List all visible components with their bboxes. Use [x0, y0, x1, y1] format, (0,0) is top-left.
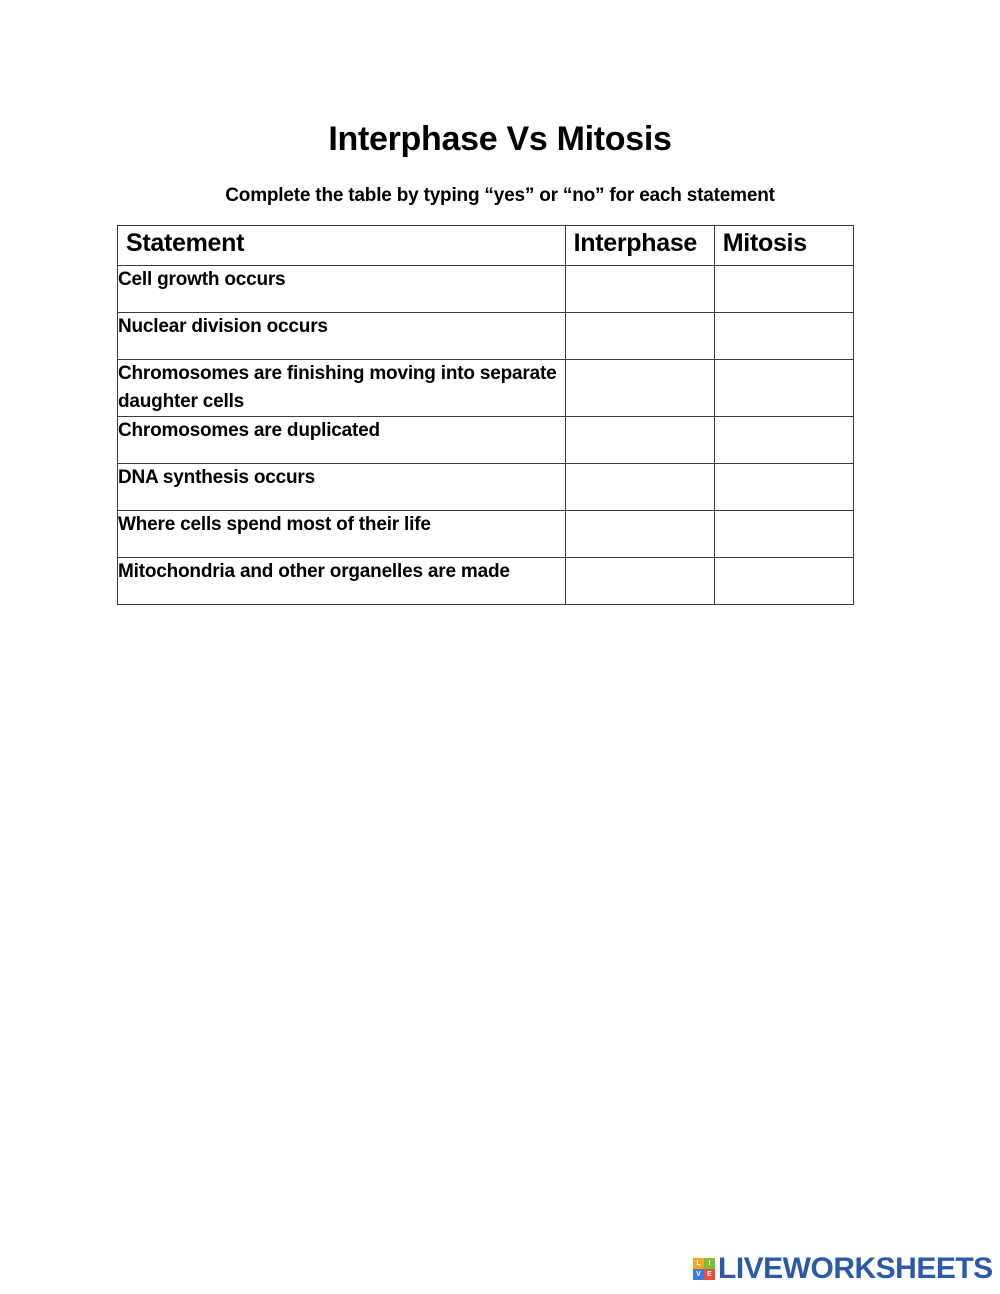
worksheet-table [117, 225, 854, 605]
logo-mark-tile: I [704, 1258, 715, 1269]
table-row [118, 511, 854, 558]
statement-cell: DNA synthesis occurs [118, 464, 566, 511]
statement-cell: Mitochondria and other organelles are made [118, 558, 566, 605]
table-row [118, 266, 854, 313]
interphase-answer-field[interactable] [565, 313, 714, 360]
mitosis-answer-field[interactable] [714, 511, 853, 558]
mitosis-answer-field[interactable] [714, 266, 853, 313]
statement-cell: Cell growth occurs [118, 266, 566, 313]
logo-mark-tile: V [693, 1269, 704, 1280]
page-title: Interphase Vs Mitosis [328, 120, 672, 158]
instructions: Complete the table by typing “yes” or “no” for each statement [225, 185, 775, 206]
interphase-answer-field[interactable] [565, 511, 714, 558]
interphase-answer-field[interactable] [565, 417, 714, 464]
header-mitosis: Mitosis [714, 226, 853, 266]
statement-cell: Chromosomes are finishing moving into separate daughter cells [118, 360, 566, 417]
statement-cell: Nuclear division occurs [118, 313, 566, 360]
header-interphase: Interphase [565, 226, 714, 266]
mitosis-answer-field[interactable] [714, 558, 853, 605]
liveworksheets-logo [693, 1254, 993, 1284]
interphase-answer-field[interactable] [565, 558, 714, 605]
mitosis-answer-field[interactable] [714, 417, 853, 464]
mitosis-answer-field[interactable] [714, 360, 853, 417]
table-row [118, 313, 854, 360]
mitosis-answer-field[interactable] [714, 464, 853, 511]
logo-mark-tile: E [704, 1269, 715, 1280]
statement-cell: Chromosomes are duplicated [118, 417, 566, 464]
table-row [118, 464, 854, 511]
table-row [118, 558, 854, 605]
interphase-answer-field[interactable] [565, 266, 714, 313]
interphase-answer-field[interactable] [565, 360, 714, 417]
logo-mark-icon [693, 1258, 715, 1280]
mitosis-answer-field[interactable] [714, 313, 853, 360]
interphase-answer-field[interactable] [565, 464, 714, 511]
statement-cell: Where cells spend most of their life [118, 511, 566, 558]
table-row [118, 360, 854, 417]
table-row [118, 417, 854, 464]
logo-mark-tile: L [693, 1258, 704, 1269]
logo-text: LIVEWORKSHEETS [718, 1252, 993, 1285]
header-statement: Statement [118, 226, 566, 266]
table-header-row [118, 226, 854, 266]
